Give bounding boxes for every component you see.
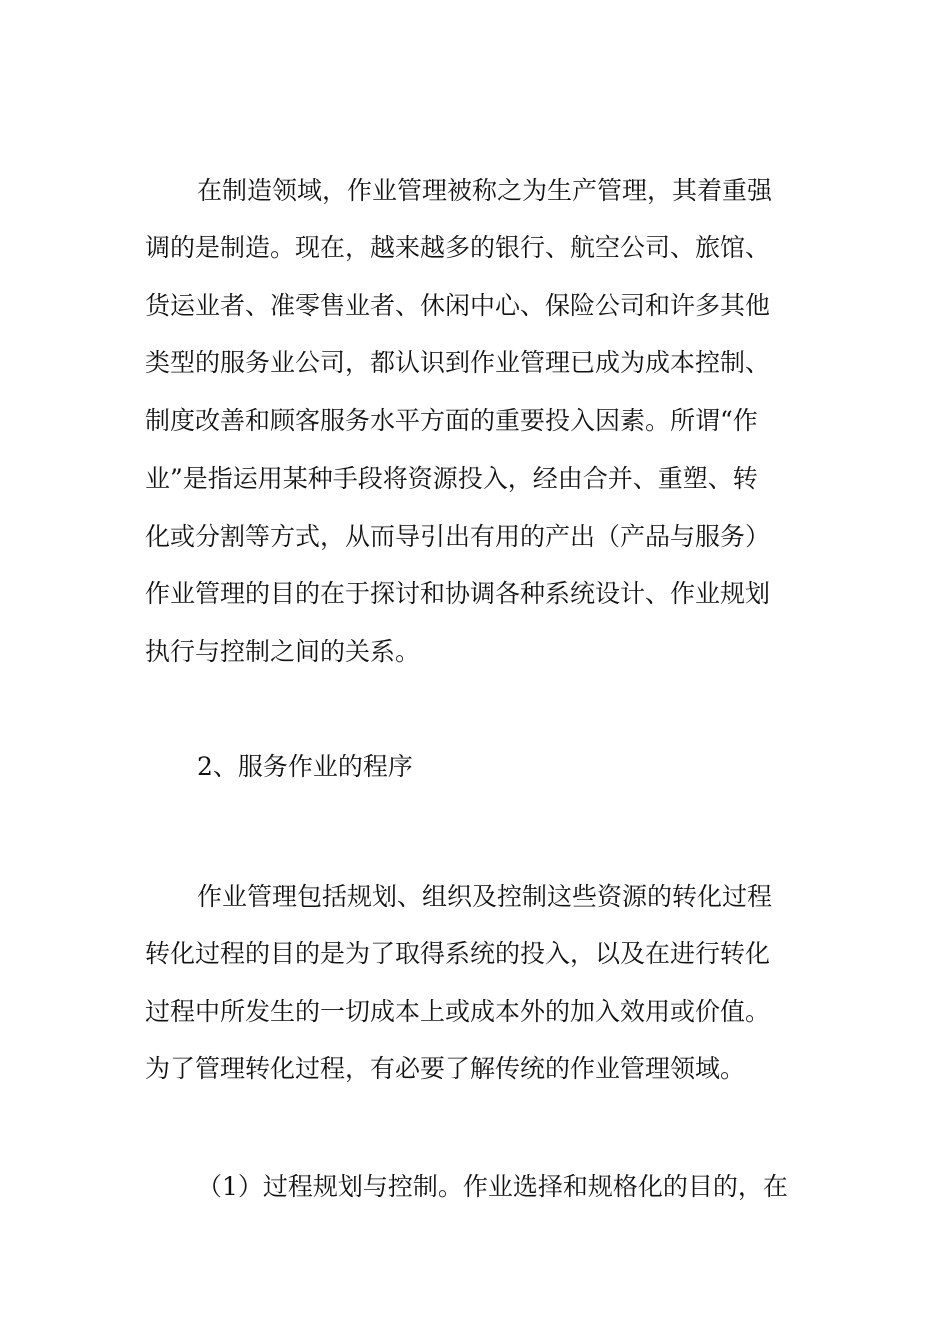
paragraph-2-line-1: 作业管理包括规划、组织及控制这些资源的转化过程 — [197, 882, 773, 911]
paragraph-1-line-6: 业”是指运用某种手段将资源投入，经由合并、重塑、转 — [145, 464, 758, 493]
section-heading: 2、服务作业的程序 — [197, 752, 413, 781]
paragraph-2-line-3: 过程中所发生的一切成本上或成本外的加入效用或价值。 — [145, 997, 771, 1026]
paragraph-1-line-4: 类型的服务业公司，都认识到作业管理已成为成本控制、 — [145, 348, 771, 377]
list-item-1: （1）过程规划与控制。作业选择和规格化的目的，在 — [197, 1172, 788, 1201]
paragraph-1-line-8: 作业管理的目的在于探讨和协调各种系统设计、作业规划 — [145, 579, 771, 608]
paragraph-1-line-1: 在制造领域，作业管理被称之为生产管理，其着重强 — [197, 176, 773, 205]
paragraph-2-line-2: 转化过程的目的是为了取得系统的投入，以及在进行转化 — [145, 939, 771, 968]
paragraph-2-line-4: 为了管理转化过程，有必要了解传统的作业管理领域。 — [145, 1054, 746, 1083]
paragraph-1-line-9: 执行与控制之间的关系。 — [145, 637, 421, 666]
paragraph-1-line-7: 化或分割等方式，从而导引出有用的产出（产品与服务） — [145, 522, 771, 551]
paragraph-1-line-5: 制度改善和顾客服务水平方面的重要投入因素。所谓“作 — [145, 406, 758, 435]
paragraph-1-line-2: 调的是制造。现在，越来越多的银行、航空公司、旅馆、 — [145, 233, 771, 262]
paragraph-1-line-3: 货运业者、准零售业者、休闲中心、保险公司和许多其他 — [145, 291, 771, 320]
